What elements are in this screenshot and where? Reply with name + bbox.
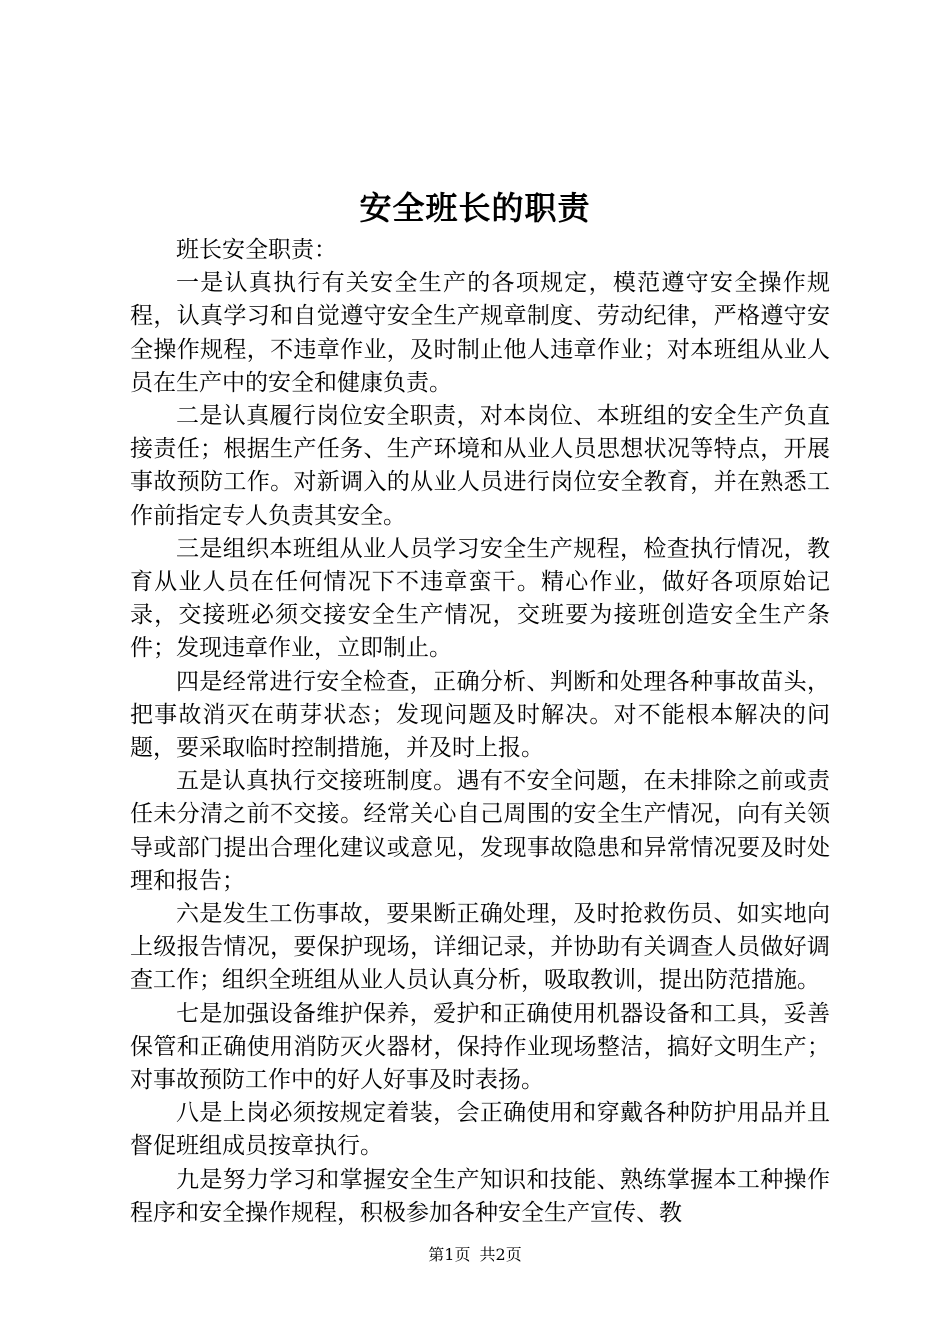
paragraph-1: 一是认真执行有关安全生产的各项规定，模范遵守安全操作规程，认真学习和自觉遵守安全生产规章制度、劳动纪律，严格遵守安全操作规程，不违章作业，及时制止他人违章作业；对本班组从业人员在生产中的安全和健康负责。	[130, 270, 830, 396]
paragraph-5: 五是认真执行交接班制度。遇有不安全问题，在未排除之前或责任未分清之前不交接。经常关心自己周围的安全生产情况，向有关领导或部门提出合理化建议或意见，发现事故隐患和异常情况要及时处理和报告；	[130, 768, 830, 894]
page-number: 第1页	[428, 1245, 471, 1264]
paragraph-9: 九是努力学习和掌握安全生产知识和技能、熟练掌握本工种操作程序和安全操作规程，积极参加各种安全生产宣传、教	[130, 1166, 830, 1226]
paragraph-4: 四是经常进行安全检查，正确分析、判断和处理各种事故苗头，把事故消灭在萌芽状态；发现问题及时解决。对不能根本解决的问题，要采取临时控制措施，并及时上报。	[130, 668, 830, 762]
page-total: 共2页	[479, 1245, 522, 1264]
paragraph-7: 七是加强设备维护保养，爱护和正确使用机器设备和工具，妥善保管和正确使用消防灭火器材，保持作业现场整洁，搞好文明生产；对事故预防工作中的好人好事及时表扬。	[130, 1000, 830, 1094]
paragraph-8: 八是上岗必须按规定着装，会正确使用和穿戴各种防护用品并且督促班组成员按章执行。	[130, 1100, 830, 1160]
intro-line: 班长安全职责：	[176, 237, 337, 263]
paragraph-2: 二是认真履行岗位安全职责，对本岗位、本班组的安全生产负直接责任；根据生产任务、生产环境和从业人员思想状况等特点，开展事故预防工作。对新调入的从业人员进行岗位安全教育，并在熟悉工作前指定专人负责其安全。	[130, 403, 830, 529]
paragraph-3: 三是组织本班组从业人员学习安全生产规程，检查执行情况，教育从业人员在任何情况下不违章蛮干。精心作业，做好各项原始记录，交接班必须交接安全生产情况，交班要为接班创造安全生产条件；发现违章作业，立即制止。	[130, 535, 830, 662]
document-body	[130, 234, 830, 1230]
document-title: 安全班长的职责	[359, 189, 591, 227]
page-footer	[0, 1244, 950, 1266]
paragraph-6: 六是发生工伤事故，要果断正确处理，及时抢救伤员、如实地向上级报告情况，要保护现场，详细记录，并协助有关调查人员做好调查工作；组织全班组从业人员认真分析，吸取教训，提出防范措施。	[130, 901, 830, 994]
